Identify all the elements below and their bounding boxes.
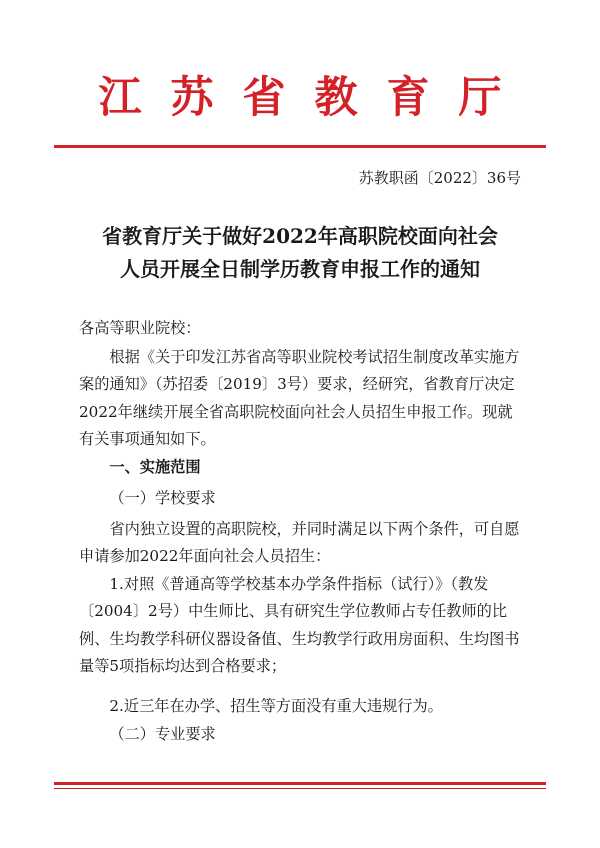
subsection-heading-major-requirements: （二）专业要求 xyxy=(109,725,216,743)
requirement-item-2: 2.近三年在办学、招生等方面没有重大违规行为。 xyxy=(109,697,443,715)
notice-title xyxy=(54,220,546,286)
issuer-header: 江苏省教育厅 xyxy=(98,73,531,123)
salutation: 各高等职业院校： xyxy=(79,319,201,337)
document-number: 苏教职函〔2022〕36号 xyxy=(358,169,521,187)
notice-title-line-2: 人员开展全日制学历教育申报工作的通知 xyxy=(120,257,480,281)
section-heading-scope: 一、实施范围 xyxy=(109,458,201,476)
school-requirements-paragraph: 省内独立设置的高职院校，并同时满足以下两个条件，可自愿申请参加2022年面向社会人员招生： xyxy=(79,520,520,566)
requirement-item-1: 1.对照《普通高等学校基本办学条件指标（试行）》（教发〔2004〕2号）中生师比、具有研究生学位教师占专任教师的比例、生均教学科研仪器设备值、生均教学行政用房面积、生均图书量等5项指标均达到合格要求； xyxy=(79,575,520,676)
footer-red-rule-thin xyxy=(54,788,546,789)
footer-red-rule-thick xyxy=(54,782,546,785)
subsection-heading-school-requirements: （一）学校要求 xyxy=(109,489,216,507)
header-red-rule xyxy=(54,145,546,148)
intro-paragraph: 根据《关于印发江苏省高等职业院校考试招生制度改革实施方案的通知》（苏招委〔2019〕3号）要求，经研究，省教育厅决定2022年继续开展全省高职院校面向社会人员招生申报工作。现就有关事项通知如下。 xyxy=(79,348,520,449)
notice-title-line-1: 省教育厅关于做好2022年高职院校面向社会 xyxy=(102,224,498,248)
